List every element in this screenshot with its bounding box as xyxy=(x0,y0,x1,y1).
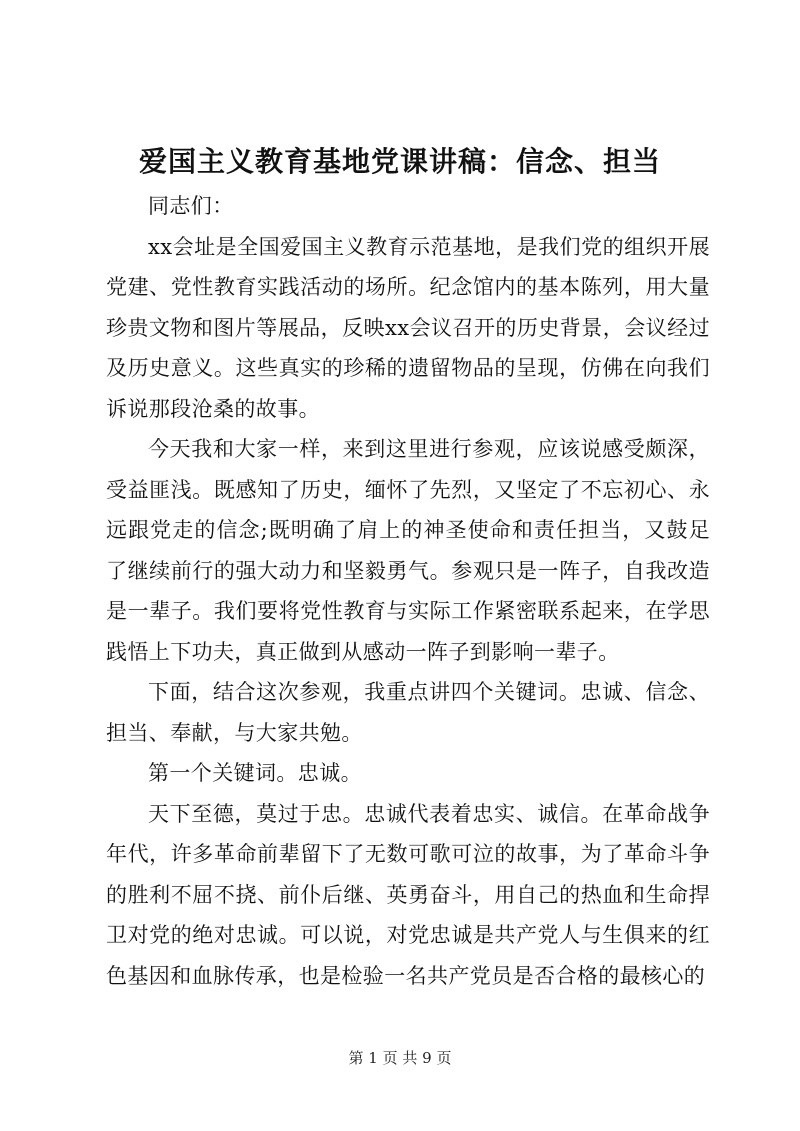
page-footer: 第 1 页 共 9 页 xyxy=(348,1049,452,1067)
document-title: 爱国主义教育基地党课讲稿：信念、担当 xyxy=(138,145,661,178)
paragraph-intro: xx会址是全国爱国主义教育示范基地，是我们党的组织开展党建、党性教育实践活动的场所。纪念馆内的基本陈列，用大量珍贵文物和图片等展品，反映xx会议召开的历史背景，会议经过及历史意义。这些真实的珍稀的遗留物品的呈现，仿佛在向我们诉说那段沧桑的故事。 xyxy=(106,234,710,421)
paragraph-visit: 今天我和大家一样，来到这里进行参观，应该说感受颇深，受益匪浅。既感知了历史，缅怀了先烈，又坚定了不忘初心、永远跟党走的信念;既明确了肩上的神圣使命和责任担当，又鼓足了继续前行的强大动力和坚毅勇气。参观只是一阵子，自我改造是一辈子。我们要将党性教育与实际工作紧密联系起来，在学思践悟上下功夫，真正做到从感动一阵子到影响一辈子。 xyxy=(106,437,710,664)
paragraph-loyalty: 天下至德，莫过于忠。忠诚代表着忠实、诚信。在革命战争年代，许多革命前辈留下了无数可歌可泣的故事，为了革命斗争的胜利不屈不挠、前仆后继、英勇奋斗，用自己的热血和生命捍卫对党的绝对忠诚。可以说，对党忠诚是共产党人与生俱来的红色基因和血脉传承，也是检验一名共产党员是否合格的最核心的 xyxy=(106,801,710,988)
paragraph-keyword-one: 第一个关键词。忠诚。 xyxy=(148,761,362,785)
document-body xyxy=(106,186,710,996)
paragraph-salutation: 同志们： xyxy=(148,194,234,218)
paragraph-keywords: 下面，结合这次参观，我重点讲四个关键词。忠诚、信念、担当、奉献，与大家共勉。 xyxy=(106,680,710,745)
